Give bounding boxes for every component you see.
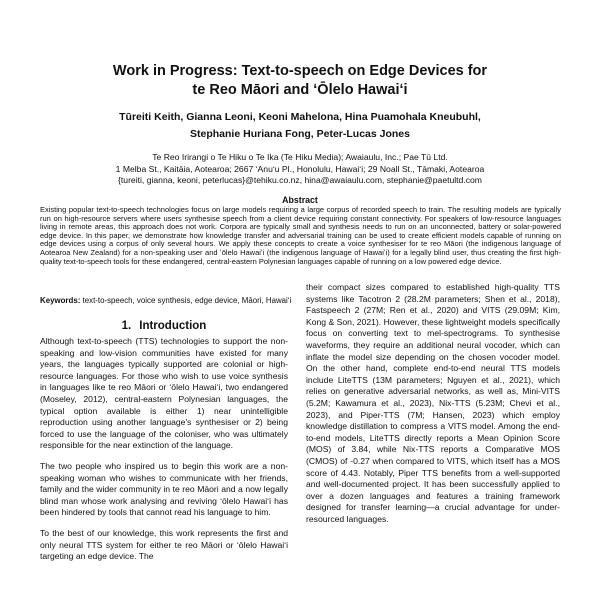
- title-line-2: te Reo Māori and ʻŌlelo Hawaiʻi: [192, 82, 408, 98]
- keywords-label: Keywords:: [40, 296, 81, 305]
- right-column: [306, 282, 560, 525]
- section-title: Introduction: [139, 320, 207, 332]
- abstract-text: Existing popular text-to-speech technologies focus on large models requiring a large corpus of recorded speech to train. The resulting models are typically run on high-resource servers where users synthesise speech from a client device requiring constant connectivity. For speakers of low-resource languages living in remote areas, this approach does not work. Corpora are typically small and synthesis needs to run on an unconnected, battery or solar-powered edge device. In this paper, we demonstrate how knowledge transfer and adversarial training can be used to create efficient models capable of running on edge devices using a corpus of only several hours. We apply these concepts to create a voice synthesiser for te reo Māori (the indigenous language of Aotearoa New Zealand) for a non-speaking user and ʻōlelo Hawaiʻi (the indigenous language of Hawaiʻi) for a legally blind user, thus creating the first high-quality text-to-speech tools for these endangered, central-eastern Polynesian languages capable of running on a low powered edge device.: [40, 205, 561, 266]
- title-line-1: Work in Progress: Text-to-speech on Edge Devices for: [112, 63, 488, 79]
- contact-emails: {tureiti, gianna, keoni, peterlucas}@tehiku.co.nz, hina@awaiaulu.com, stephanie@paetultd.com: [118, 175, 482, 186]
- affiliation-line-1: Te Reo Irirangi o Te Hiku o Te Ika (Te Hiku Media); Awaiaulu, Inc.; Pae Tū Ltd.: [152, 152, 448, 162]
- intro-paragraph-1: Although text-to-speech (TTS) technologies to support the non-speaking and low-vision communities have existed for many years, the languages typically supported are colonial or high-resource languages. For those who wish to use voice synthesis in languages like te reo Māori or ʻōlelo Hawaiʻi, two endangered (Moseley, 2012), central-eastern Polynesian languages, the typical option available is either 1) near unintelligible reproduction using another language's synthesiser or 2) being forced to use the language of the coloniser, who was ultimately responsible for the near extinction of the language.: [40, 336, 288, 451]
- authors-line-2: Stephanie Huriana Fong, Peter-Lucas Jones: [190, 128, 410, 140]
- keywords-text: text-to-speech, voice synthesis, edge device, Māori, Hawaiʻi: [82, 296, 292, 305]
- affiliation-line-2: 1 Melba St., Kaitāia, Aotearoa; 2667 ʻAnuʻu Pl., Honolulu, Hawaiʻi; 29 Noall St., Tāmaki, Aotearoa: [115, 163, 485, 174]
- author-list: [40, 109, 560, 143]
- section-number: 1.: [121, 320, 132, 332]
- paper-title: [40, 62, 560, 100]
- section-heading-introduction: [40, 320, 288, 332]
- abstract-heading: Abstract: [282, 195, 318, 205]
- intro-paragraph-3: To the best of our knowledge, this work represents the first and only neural TTS system for either te reo Māori or ʻōlelo Hawaiʻi targeting an edge device. The: [40, 527, 288, 562]
- related-work-paragraph: their compact sizes compared to established high-quality TTS systems like Tacotron 2 (28.2M parameters; Shen et al., 2018), Fastspeech 2 (27M; Ren et al., 2020) and VITS (29.09M; Kim, Kong & Son, 2021). However, these lightweight models specifically focus on converting text to mel-spectrograms. To synthesise waveforms, they require an additional neural vocoder, which can inflate the model size depending on the chosen vocoder model. On the other hand, complete end-to-end neural TTS models include LiteTTS (13M parameters; Nguyen et al., 2021), which relies on generative adversarial networks, as well as, Mini-VITS (5.2M; Kawamura et al., 2023), Nix-TTS (5.23M; Chevi et al., 2023), and Piper-TTS (7M; Hansen, 2023) which employ knowledge distillation to compress a VITS model. Among the end-to-end models, LiteTTS directly reports a Mean Opinion Score (MOS) of 3.84, while Nix-TTS reports a Comparative MOS (CMOS) of -0.27 when compared to VITS, which itself has a MOS score of 4.43. Notably, Piper TTS benefits from a well-supported and well-documented project. It has been successfully applied to over a dozen languages and features a training framework designed for transfer learning—a crucial advantage for under-resourced languages.: [306, 282, 560, 524]
- authors-line-1: Tūreiti Keith, Gianna Leoni, Keoni Mahelona, Hina Puamohala Kneubuhl,: [119, 111, 481, 123]
- affiliations: [20, 152, 580, 187]
- left-column: [40, 336, 288, 572]
- intro-paragraph-2: The two people who inspired us to begin this work are a non-speaking woman who wishes to communicate with her friends, family and the wider community in te reo Māori and a now legally blind man whose work analysing and reviving ʻōlelo Hawaiʻi has been hindered by tools that cannot read his language to him.: [40, 460, 288, 518]
